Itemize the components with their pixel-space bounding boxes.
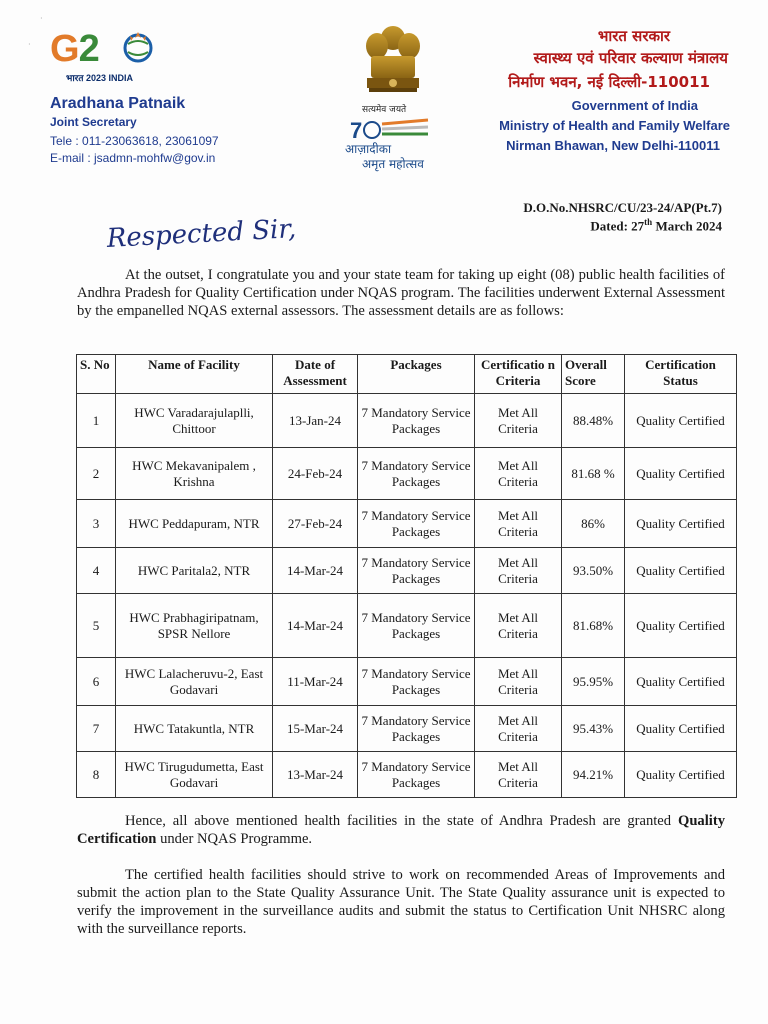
svg-text:7: 7 bbox=[350, 118, 363, 143]
overall-score: 86% bbox=[562, 500, 625, 548]
emblem-motto: सत्यमेव जयते bbox=[362, 105, 407, 115]
facility-name: HWC Tirugudumetta, East Godavari bbox=[116, 752, 273, 798]
table-row bbox=[77, 448, 737, 500]
header-facility: Name of Facility bbox=[116, 355, 273, 394]
table-row bbox=[77, 548, 737, 594]
table-row bbox=[77, 594, 737, 658]
sender-email: E-mail : jsadmn-mohfw@gov.in bbox=[50, 151, 216, 165]
sender-name: Aradhana Patnaik bbox=[50, 95, 186, 112]
row-number: 2 bbox=[77, 448, 116, 500]
facility-name: HWC Prabhagiripatnam, SPSR Nellore bbox=[116, 594, 273, 658]
facility-name: HWC Paritala2, NTR bbox=[116, 548, 273, 594]
certification-status: Quality Certified bbox=[625, 394, 737, 448]
overall-score: 88.48% bbox=[562, 394, 625, 448]
ministry-english-line2: Ministry of Health and Family Welfare bbox=[499, 118, 730, 133]
row-number: 8 bbox=[77, 752, 116, 798]
table-row bbox=[77, 658, 737, 706]
assessment-date: 13-Mar-24 bbox=[273, 752, 358, 798]
ministry-english-line3: Nirman Bhawan, New Delhi-110011 bbox=[506, 138, 720, 153]
certification-status: Quality Certified bbox=[625, 752, 737, 798]
g20-subtitle: भारत 2023 INDIA bbox=[66, 73, 133, 83]
certification-criteria: Met All Criteria bbox=[475, 594, 562, 658]
scan-mark: · bbox=[40, 14, 43, 23]
facility-name: HWC Peddapuram, NTR bbox=[116, 500, 273, 548]
table-row bbox=[77, 500, 737, 548]
dated-line: Dated: 27th March 2024 bbox=[590, 217, 722, 234]
assessment-date: 14-Mar-24 bbox=[273, 548, 358, 594]
table-row bbox=[77, 706, 737, 752]
certification-criteria: Met All Criteria bbox=[475, 500, 562, 548]
certification-criteria: Met All Criteria bbox=[475, 548, 562, 594]
sender-telephone: Tele : 011-23063618, 23061097 bbox=[50, 134, 219, 148]
overall-score: 81.68 % bbox=[562, 448, 625, 500]
certification-status: Quality Certified bbox=[625, 594, 737, 658]
facility-name: HWC Tatakuntla, NTR bbox=[116, 706, 273, 752]
row-number: 5 bbox=[77, 594, 116, 658]
header-date: Date of Assessment bbox=[273, 355, 358, 394]
overall-score: 95.43% bbox=[562, 706, 625, 752]
facility-name: HWC Lalacheruvu-2, East Godavari bbox=[116, 658, 273, 706]
facility-name: HWC Mekavanipalem , Krishna bbox=[116, 448, 273, 500]
ministry-hindi-line1: भारत सरकार bbox=[597, 27, 670, 45]
handwritten-salutation: Respected Sir, bbox=[106, 214, 297, 254]
header-packages: Packages bbox=[358, 355, 475, 394]
table-header-row bbox=[77, 355, 737, 394]
packages: 7 Mandatory Service Packages bbox=[358, 658, 475, 706]
assessment-date: 14-Mar-24 bbox=[273, 594, 358, 658]
g20-globe-icon bbox=[120, 30, 156, 66]
intro-paragraph: At the outset, I congratulate you and your state team for taking up eight (08) public health facilities of Andhra Pradesh for Quality Certification under NQAS program. The facilities underwent External Assessment by the empanelled NQAS external assessors. The assessment details are as follows: bbox=[77, 267, 725, 319]
scan-mark: · bbox=[28, 40, 31, 49]
table-row bbox=[77, 394, 737, 448]
certification-criteria: Met All Criteria bbox=[475, 658, 562, 706]
amrit-logo-line2: अमृत महोत्सव bbox=[362, 157, 424, 171]
amrit-logo-line1: आज़ादीका bbox=[345, 142, 392, 156]
certification-status: Quality Certified bbox=[625, 500, 737, 548]
granted-paragraph: Hence, all above mentioned health facilities in the state of Andhra Pradesh are granted Quality Certification under NQAS Programme. bbox=[77, 813, 725, 847]
sender-title: Joint Secretary bbox=[50, 115, 137, 129]
certification-criteria: Met All Criteria bbox=[475, 394, 562, 448]
row-number: 3 bbox=[77, 500, 116, 548]
g20-logo bbox=[48, 28, 166, 88]
ministry-hindi-line2: स्वास्थ्य एवं परिवार कल्याण मंत्रालय bbox=[533, 49, 728, 67]
overall-score: 93.50% bbox=[562, 548, 625, 594]
closing-paragraph: The certified health facilities should strive to work on recommended Areas of Improvements and submit the action plan to the State Quality Assurance Unit. The State Quality assurance unit is expected to verify the improvement in the surveillance audits and submit the status to Certification Unit NHSRC along with the surveillance reports. bbox=[77, 867, 725, 937]
packages: 7 Mandatory Service Packages bbox=[358, 500, 475, 548]
packages: 7 Mandatory Service Packages bbox=[358, 594, 475, 658]
header-status: Certification Status bbox=[625, 355, 737, 394]
assessment-table bbox=[76, 354, 737, 798]
reference-number: D.O.No.NHSRC/CU/23-24/AP(Pt.7) bbox=[523, 200, 722, 215]
packages: 7 Mandatory Service Packages bbox=[358, 448, 475, 500]
ministry-english-line1: Government of India bbox=[571, 98, 698, 113]
assessment-date: 11-Mar-24 bbox=[273, 658, 358, 706]
certification-criteria: Met All Criteria bbox=[475, 448, 562, 500]
row-number: 4 bbox=[77, 548, 116, 594]
row-number: 1 bbox=[77, 394, 116, 448]
overall-score: 95.95% bbox=[562, 658, 625, 706]
overall-score: 94.21% bbox=[562, 752, 625, 798]
certification-status: Quality Certified bbox=[625, 548, 737, 594]
ministry-hindi-line3: निर्माण भवन, नई दिल्ली-110011 bbox=[508, 73, 710, 91]
assessment-date: 27-Feb-24 bbox=[273, 500, 358, 548]
national-emblem-icon bbox=[355, 16, 431, 106]
facility-name: HWC Varadarajulaplli, Chittoor bbox=[116, 394, 273, 448]
table-row bbox=[77, 752, 737, 798]
row-number: 7 bbox=[77, 706, 116, 752]
assessment-date: 24-Feb-24 bbox=[273, 448, 358, 500]
certification-status: Quality Certified bbox=[625, 658, 737, 706]
certification-status: Quality Certified bbox=[625, 706, 737, 752]
packages: 7 Mandatory Service Packages bbox=[358, 706, 475, 752]
assessment-date: 15-Mar-24 bbox=[273, 706, 358, 752]
packages: 7 Mandatory Service Packages bbox=[358, 548, 475, 594]
certification-status: Quality Certified bbox=[625, 448, 737, 500]
packages: 7 Mandatory Service Packages bbox=[358, 394, 475, 448]
row-number: 6 bbox=[77, 658, 116, 706]
header-score: Overall Score bbox=[562, 355, 625, 394]
certification-criteria: Met All Criteria bbox=[475, 706, 562, 752]
assessment-date: 13-Jan-24 bbox=[273, 394, 358, 448]
g20-logo-text: G2 bbox=[50, 28, 99, 70]
header-sno: S. No bbox=[77, 355, 116, 394]
overall-score: 81.68% bbox=[562, 594, 625, 658]
certification-criteria: Met All Criteria bbox=[475, 752, 562, 798]
packages: 7 Mandatory Service Packages bbox=[358, 752, 475, 798]
header-criteria: Certificatio n Criteria bbox=[475, 355, 562, 394]
